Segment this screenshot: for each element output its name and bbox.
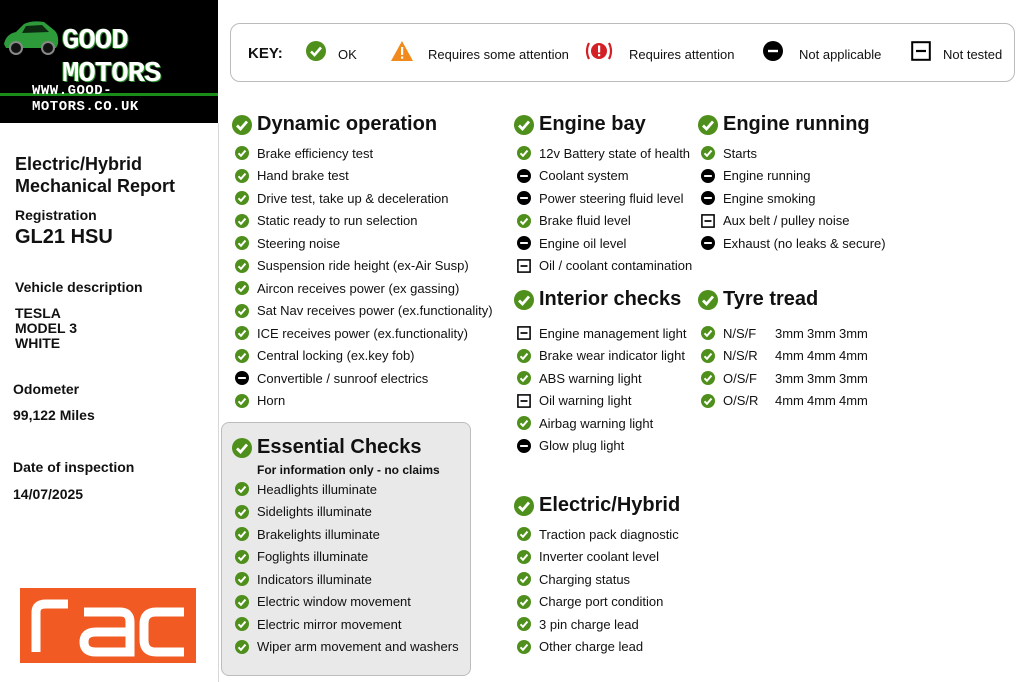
check-item [235, 213, 417, 229]
ok-check-icon [514, 496, 534, 516]
rac-logo [20, 588, 196, 663]
essential-checks-subtitle: For information only - no claims [257, 463, 440, 477]
key-not-applicable-label: Not applicable [799, 47, 882, 62]
tyre-depth-inner: 3mm [775, 370, 804, 386]
check-item-label: Static ready to run selection [257, 213, 418, 228]
not-applicable-icon [517, 191, 531, 205]
check-item [517, 526, 679, 542]
check-item-label: Hand brake test [257, 168, 349, 183]
check-item [517, 639, 643, 655]
check-item-label: Aux belt / pulley noise [723, 213, 850, 228]
check-item-label: Brake efficiency test [257, 145, 374, 161]
not-tested-icon [517, 326, 531, 340]
rac-wordmark-icon [20, 588, 196, 663]
ok-check-icon [517, 640, 531, 654]
good-motors-logo [0, 0, 218, 123]
ok-check-icon [235, 214, 249, 228]
check-item-label: Aircon receives power (ex gassing) [257, 280, 460, 296]
check-item-label: ABS warning light [539, 370, 642, 386]
check-item-label: Electric mirror movement [257, 616, 402, 632]
not-applicable-icon [701, 236, 715, 250]
check-item-label: Coolant system [539, 168, 629, 183]
ok-check-icon [517, 416, 531, 430]
check-item-label: Airbag warning light [539, 415, 654, 431]
inspection-date-value: 14/07/2025 [13, 486, 84, 502]
check-item [517, 370, 642, 386]
key-legend [230, 23, 1015, 82]
dynamic-operation-title: Dynamic operation [232, 113, 437, 136]
check-item [517, 235, 626, 251]
key-ok-label: OK [338, 47, 357, 62]
odometer-value: 99,122 Miles [13, 407, 95, 423]
not-applicable-icon [235, 371, 249, 385]
check-item [235, 393, 285, 409]
ok-check-icon [701, 326, 715, 340]
check-item [235, 325, 468, 341]
check-item [235, 303, 493, 319]
ok-check-icon [698, 115, 718, 135]
check-item [517, 325, 686, 341]
vehicle-description [15, 306, 77, 351]
check-item-label: Engine smoking [723, 190, 816, 206]
check-item-label: Central locking (ex.key fob) [257, 348, 415, 363]
attention-alert-icon [585, 40, 613, 62]
ok-check-icon [235, 595, 249, 609]
ok-check-icon [235, 527, 249, 541]
ok-check-icon [235, 640, 249, 654]
check-item [235, 639, 459, 655]
check-item [235, 504, 372, 520]
not-applicable-icon [763, 41, 783, 61]
check-item [517, 549, 659, 565]
ok-check-icon [517, 371, 531, 385]
check-item [235, 549, 368, 565]
registration-label: Registration [15, 207, 97, 223]
ok-check-icon [235, 304, 249, 318]
ok-check-icon [306, 41, 326, 61]
check-item [235, 235, 340, 251]
ok-check-icon [514, 115, 534, 135]
ok-check-icon [235, 236, 249, 250]
check-item-label: Indicators illuminate [257, 571, 372, 587]
ok-check-icon [235, 482, 249, 496]
check-item [517, 348, 685, 364]
ok-check-icon [235, 146, 249, 160]
ok-check-icon [235, 191, 249, 205]
tyre-depth-outer: 4mm [839, 393, 868, 408]
tyre-depth-outer: 3mm [839, 325, 868, 341]
not-applicable-icon [517, 236, 531, 250]
ok-check-icon [517, 550, 531, 564]
ok-check-icon [701, 371, 715, 385]
check-item [235, 481, 377, 497]
car-icon [2, 16, 60, 58]
key-not-tested-label: Not tested [943, 47, 1003, 62]
check-item [701, 213, 849, 229]
tyre-row [701, 370, 871, 386]
ok-check-icon [235, 281, 249, 295]
vehicle-description-label: Vehicle description [15, 279, 143, 295]
check-item [517, 415, 653, 431]
tyre-depth-inner: 4mm [775, 348, 804, 363]
check-item-label: Oil warning light [539, 393, 632, 408]
key-some-attention-label: Requires some attention [428, 47, 569, 62]
ok-check-icon [235, 617, 249, 631]
check-item [517, 616, 639, 632]
check-item [517, 258, 692, 274]
check-item [517, 213, 631, 229]
inspection-date-label: Date of inspection [13, 459, 135, 475]
ok-check-icon [517, 146, 531, 160]
warning-triangle-icon [390, 40, 414, 62]
not-tested-icon [517, 394, 531, 408]
not-applicable-icon [701, 191, 715, 205]
check-item [235, 616, 401, 632]
check-item [235, 571, 372, 587]
ok-check-icon [517, 572, 531, 586]
check-item-label: Brake wear indicator light [539, 348, 685, 363]
brand-name: GOOD MOTORS [62, 24, 161, 90]
interior-checks-title: Interior checks [514, 288, 681, 311]
tyre-position: N/S/R [723, 348, 758, 363]
check-item [517, 190, 684, 206]
tyre-depth-middle: 4mm [807, 348, 836, 363]
check-item-label: Wiper arm movement and washers [257, 639, 459, 654]
ok-check-icon [232, 115, 252, 135]
not-tested-icon [701, 214, 715, 228]
check-item-label: Other charge lead [539, 639, 644, 654]
tyre-depth-inner: 4mm [775, 393, 804, 408]
check-item-label: Foglights illuminate [257, 549, 369, 564]
ok-check-icon [235, 169, 249, 183]
not-applicable-icon [701, 169, 715, 183]
ok-check-icon [701, 146, 715, 160]
check-item [235, 348, 415, 364]
check-item [235, 594, 411, 610]
check-item-label: Suspension ride height (ex-Air Susp) [257, 258, 469, 273]
tyre-depth-inner: 3mm [775, 325, 804, 341]
ok-check-icon [517, 214, 531, 228]
ok-check-icon [235, 259, 249, 273]
check-item-label: Sidelights illuminate [257, 504, 372, 519]
electric-hybrid-title: Electric/Hybrid [514, 494, 680, 517]
engine-bay-title: Engine bay [514, 113, 646, 136]
check-item-label: Engine management light [539, 325, 687, 341]
ok-check-icon [517, 527, 531, 541]
check-item-label: Brake fluid level [539, 213, 631, 228]
check-item-label: Oil / coolant contamination [539, 258, 693, 273]
check-item [517, 438, 624, 454]
check-item [235, 190, 449, 206]
ok-check-icon [701, 394, 715, 408]
tyre-depth-outer: 3mm [839, 370, 868, 386]
check-item-label: Traction pack diagnostic [539, 526, 679, 542]
check-item [517, 594, 663, 610]
tyre-position: O/S/F [723, 370, 757, 386]
ok-check-icon [235, 550, 249, 564]
check-item [235, 168, 349, 184]
ok-check-icon [232, 438, 252, 458]
tyre-position: O/S/R [723, 393, 759, 408]
tyre-depth-outer: 4mm [839, 348, 868, 363]
tyre-tread-title: Tyre tread [698, 288, 818, 311]
tyre-depth-middle: 4mm [807, 393, 836, 408]
tyre-depth-middle: 3mm [807, 325, 836, 341]
tyre-row [701, 325, 871, 341]
check-item-label: Power steering fluid level [539, 190, 684, 206]
report-title: Electric/Hybrid Mechanical Report [15, 154, 176, 196]
check-item-label: Drive test, take up & deceleration [257, 190, 449, 206]
tyre-row [701, 393, 871, 409]
vehicle-colour: WHITE [15, 335, 61, 351]
check-item [701, 145, 757, 161]
vehicle-model: MODEL 3 [15, 320, 77, 336]
check-item [517, 571, 630, 587]
tyre-position: N/S/F [723, 325, 757, 341]
key-title: KEY: [248, 45, 283, 62]
check-item [517, 168, 629, 184]
check-item-label: ICE receives power (ex.functionality) [257, 325, 468, 341]
check-item [517, 393, 632, 409]
check-item [235, 145, 373, 161]
check-item [517, 145, 690, 161]
not-applicable-icon [517, 169, 531, 183]
check-item [235, 258, 469, 274]
check-item-label: Headlights illuminate [257, 481, 377, 497]
ok-check-icon [514, 290, 534, 310]
check-item-label: 12v Battery state of health [539, 145, 691, 161]
check-item-label: Starts [723, 145, 757, 161]
check-item-label: Charge port condition [539, 594, 664, 609]
check-item [235, 526, 380, 542]
column-divider [218, 123, 219, 682]
check-item-label: Electric window movement [257, 594, 411, 609]
ok-check-icon [235, 349, 249, 363]
check-item [701, 190, 816, 206]
ok-check-icon [235, 326, 249, 340]
check-item-label: Engine running [723, 168, 811, 183]
check-item-label: Exhaust (no leaks & secure) [723, 235, 886, 251]
ok-check-icon [517, 595, 531, 609]
vehicle-make: TESLA [15, 305, 61, 321]
ok-check-icon [517, 349, 531, 363]
ok-check-icon [235, 572, 249, 586]
check-item-label: Inverter coolant level [539, 549, 659, 564]
check-item-label: Brakelights illuminate [257, 526, 380, 542]
check-item [235, 280, 459, 296]
ok-check-icon [235, 505, 249, 519]
check-item-label: Steering noise [257, 235, 341, 251]
check-item-label: Horn [257, 393, 286, 408]
not-tested-icon [911, 41, 931, 61]
tyre-row [701, 348, 871, 364]
check-item [701, 235, 886, 251]
key-attention-label: Requires attention [629, 47, 735, 62]
check-item-label: Charging status [539, 571, 631, 587]
not-applicable-icon [517, 439, 531, 453]
ok-check-icon [701, 349, 715, 363]
registration-value: GL21 HSU [15, 226, 113, 248]
check-item [701, 168, 810, 184]
odometer-label: Odometer [13, 381, 80, 397]
check-item-label: Engine oil level [539, 235, 627, 251]
tyre-depth-middle: 3mm [807, 370, 836, 386]
check-item [235, 370, 428, 386]
engine-running-title: Engine running [698, 113, 870, 136]
ok-check-icon [517, 617, 531, 631]
check-item-label: Convertible / sunroof electrics [257, 370, 429, 386]
ok-check-icon [698, 290, 718, 310]
ok-check-icon [235, 394, 249, 408]
check-item-label: 3 pin charge lead [539, 616, 639, 632]
essential-checks-title: Essential Checks [232, 436, 422, 459]
website-url: WWW.GOOD-MOTORS.CO.UK [32, 83, 139, 115]
not-tested-icon [517, 259, 531, 273]
check-item-label: Sat Nav receives power (ex.functionality) [257, 303, 493, 318]
check-item-label: Glow plug light [539, 438, 625, 453]
